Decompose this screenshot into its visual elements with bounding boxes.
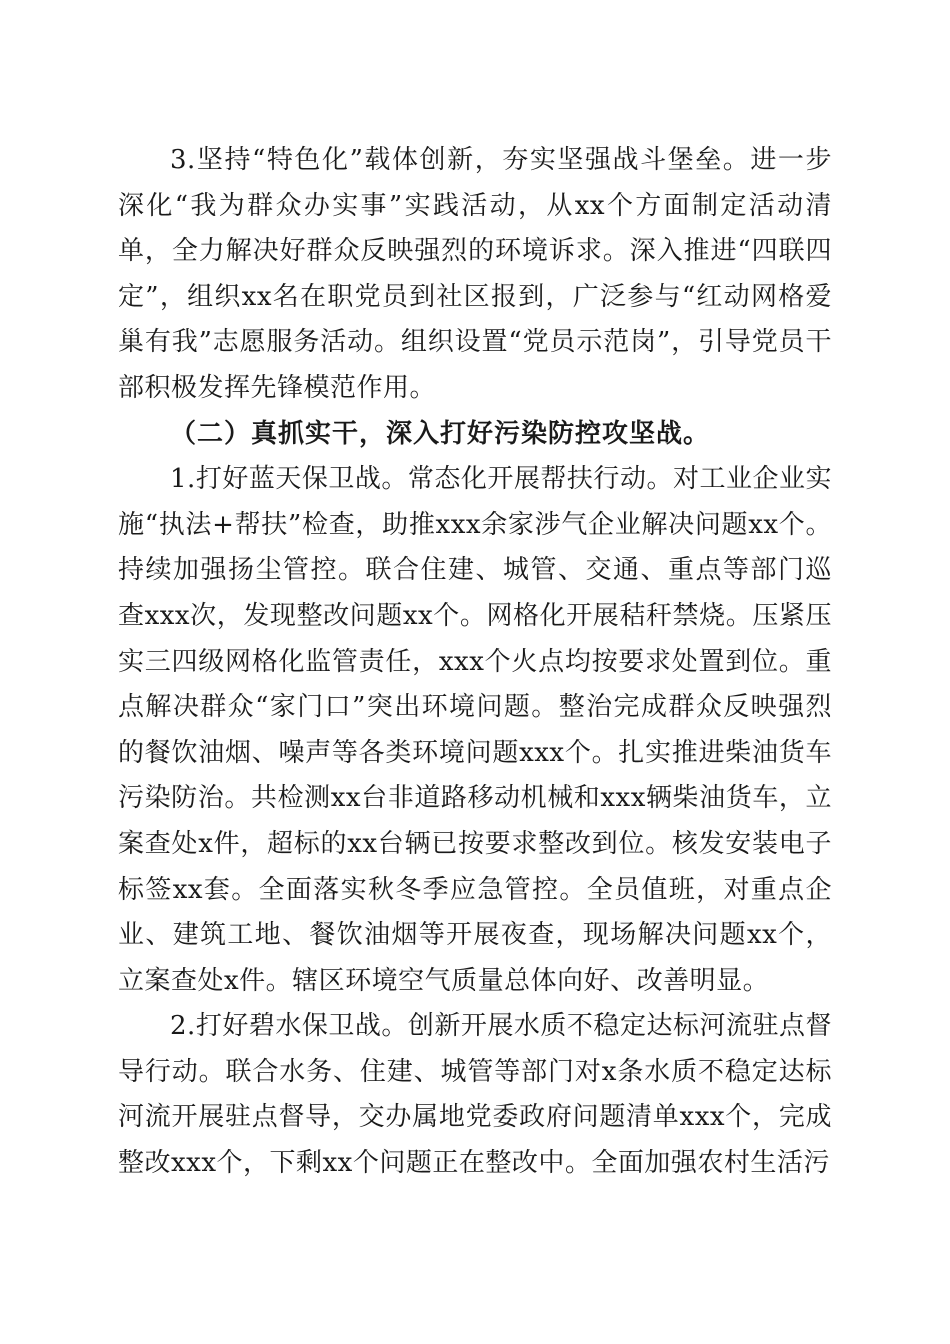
paragraph-characteristic-carrier-innovation: 3.坚持“特色化”载体创新，夯实坚强战斗堡垒。进一步深化“我为群众办实事”实践活动，从xx个方面制定活动清单，全力解决好群众反映强烈的环境诉求。深入推进“四联四定”，组织xx名在职党员到社区报到，广泛参与“红动网格爱巢有我”志愿服务活动。组织设置“党员示范岗”，引导党员干部积极发挥先锋模范作用。: [118, 145, 832, 403]
paragraph-clear-water-defense: 2.打好碧水保卫战。创新开展水质不稳定达标河流驻点督导行动。联合水务、住建、城管等部门对x条水质不稳定达标河流开展驻点督导，交办属地党委政府问题清单xxx个，完成整改xxx个，下剩xx个问题正在整改中。全面加强农村生活污: [118, 1011, 832, 1179]
paragraph-blue-sky-defense: 1.打好蓝天保卫战。常态化开展帮扶行动。对工业企业实施“执法+帮扶”检查，助推xxx余家涉气企业解决问题xx个。持续加强扬尘管控。联合住建、城管、交通、重点等部门巡查xxx次，发现整改问题xx个。网格化开展秸秆禁烧。压紧压实三四级网格化监管责任，xxx个火点均按要求处置到位。重点解决群众“家门口”突出环境问题。整治完成群众反映强烈的餐饮油烟、噪声等各类环境问题xxx个。扎实推进柴油货车污染防治。共检测xx台非道路移动机械和xxx辆柴油货车，立案查处x件，超标的xx台辆已按要求整改到位。核发安装电子标签xx套。全面落实秋冬季应急管控。全员值班，对重点企业、建筑工地、餐饮油烟等开展夜查，现场解决问题xx个，立案查处x件。辖区环境空气质量总体向好、改善明显。: [118, 464, 832, 996]
document-body: [118, 138, 832, 1187]
section-heading-pollution-prevention: （二）真抓实干，深入打好污染防控攻坚战。: [170, 418, 711, 449]
